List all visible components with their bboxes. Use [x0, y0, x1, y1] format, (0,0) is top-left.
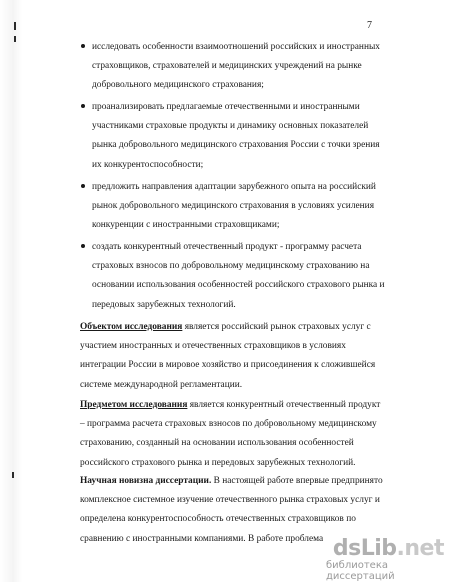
bullet-item [92, 238, 386, 315]
bullet-item [92, 178, 386, 236]
object-of-research-paragraph [80, 318, 386, 395]
paragraph-lead: Научная новизна диссертации. [80, 476, 212, 486]
paragraph-text: является конкурентный отечественный продукт – программа расчета страховых взносов по добровольному медицинскому страхованию, созданный на основании использования особенностей российского страхового рынка и передовых зарубежных технологий. [80, 400, 381, 468]
page-number: 7 [367, 20, 372, 31]
paragraph-lead: Объектом исследования [80, 322, 183, 332]
paragraph-text: В настоящей работе впервые предпринято комплексное системное изучение отечественного рынка страховых услуг и определена конкурентоспособность отечественных страховщиков по сравнению с иностранными компаниями. В работе проблема [80, 476, 383, 544]
bullet-icon [81, 184, 85, 188]
paragraph-lead: Предметом исследования [80, 400, 188, 410]
paragraph-text: является российский рынок страховых услуг с участием иностранных и отечественных страховщиков в условиях интеграции России в мировое хозяйство и присоединения к сложившейся системе международной регламентации. [80, 322, 376, 390]
bullet-text: проанализировать предлагаемые отечественными и иностранными участниками страховые продукты и динамику основных показателей рынка добровольного медицинского страхования России с точки зрения их конкурентоспособности; [92, 102, 380, 170]
bullet-text: исследовать особенности взаимоотношений российских и иностранных страховщиков, страхователей и медицинских учреждений на рынке добровольного медицинского страхования; [92, 42, 380, 91]
bullet-item [92, 98, 386, 175]
bullet-text: предложить направления адаптации зарубежного опыта на российский рынок добровольного медицинского страхования в условиях усиления конкуренции с иностранными страховщиками; [92, 182, 376, 231]
watermark-subtitle: библиотека диссертаций [326, 560, 395, 582]
bullet-item [92, 38, 386, 96]
bullet-text: создать конкурентный отечественный продукт - программу расчета страховых взносов по добровольному медицинскому страхованию на основании использования особенностей российского страхового рынка и передовых зарубежных технологий. [92, 242, 385, 310]
watermark [326, 536, 444, 582]
subject-of-research-paragraph [80, 396, 386, 473]
bullet-icon [81, 244, 85, 248]
watermark-logo: dsLib.net [332, 536, 444, 561]
bullet-icon [81, 44, 85, 48]
bullet-icon [81, 104, 85, 108]
